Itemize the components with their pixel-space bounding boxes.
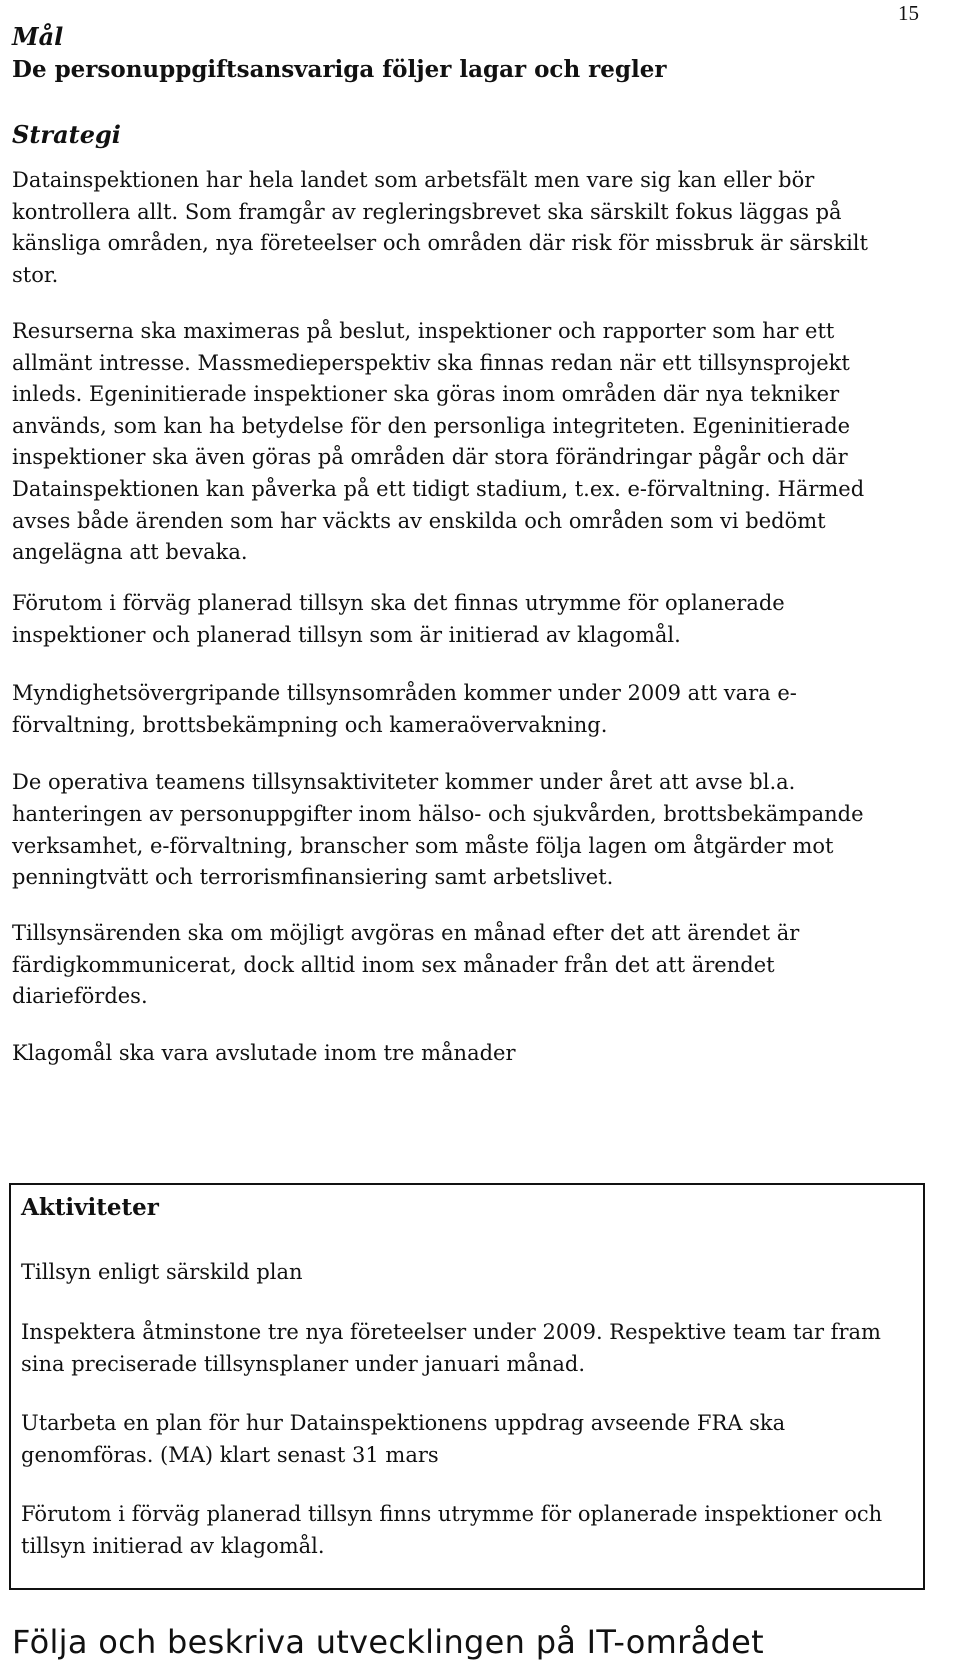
strategy-paragraph-4: Myndighetsövergripande tillsynsområden kommer under 2009 att vara e-förvaltning, brottsbekämpning och kameraövervakning. bbox=[12, 681, 797, 737]
activity-item: Inspektera åtminstone tre nya företeelser under 2009. Respektive team tar fram sina preciserade tillsynsplaner under januari månad. bbox=[21, 1320, 881, 1376]
page-number: 15 bbox=[898, 1, 919, 25]
activities-box bbox=[9, 1183, 925, 1590]
activities-heading: Aktiviteter bbox=[21, 1194, 159, 1221]
activity-item: Förutom i förväg planerad tillsyn finns utrymme för oplanerade inspektioner och tillsyn initierad av klagomål. bbox=[21, 1502, 883, 1558]
strategy-paragraph-6: Tillsynsärenden ska om möjligt avgöras en månad efter det att ärendet är färdigkommunicerat, dock alltid inom sex månader från det att ärendet diariefördes. bbox=[12, 921, 800, 1009]
activity-item: Utarbeta en plan för hur Datainspektionens uppdrag avseende FRA ska genomföras. (MA) klart senast 31 mars bbox=[21, 1411, 786, 1467]
strategy-heading: Strategi bbox=[12, 120, 121, 149]
goal-heading: Mål bbox=[12, 22, 64, 51]
goal-text: De personuppgiftsansvariga följer lagar och regler bbox=[12, 56, 667, 83]
strategy-paragraph-1: Datainspektionen har hela landet som arbetsfält men vare sig kan eller bör kontrollera allt. Som framgår av regleringsbrevet ska särskilt fokus läggas på känsliga områden, nya företeelser och områden där risk för missbruk är särskilt stor. bbox=[12, 168, 868, 287]
strategy-paragraph-3: Förutom i förväg planerad tillsyn ska det finnas utrymme för oplanerade inspektioner och planerad tillsyn som är initierad av klagomål. bbox=[12, 591, 785, 647]
next-section-heading: Följa och beskriva utvecklingen på IT-området bbox=[12, 1623, 764, 1661]
strategy-paragraph-2: Resurserna ska maximeras på beslut, inspektioner och rapporter som har ett allmänt intresse. Massmedieperspektiv ska finnas redan när ett tillsynsprojekt inleds. Egeninitierade inspektioner ska göras inom områden där nya tekniker används, som kan ha betydelse för den personliga integriteten. Egeninitierade inspektioner ska även göras på områden där stora förändringar pågår och där Datainspektionen kan påverka på ett tidigt stadium, t.ex. e-förvaltning. Härmed avses både ärenden som har väckts av enskilda och områden som vi bedömt angelägna att bevaka. bbox=[12, 319, 865, 565]
strategy-paragraph-5: De operativa teamens tillsynsaktiviteter kommer under året att avse bl.a. hanteringen av personuppgifter inom hälso- och sjukvården, brottsbekämpande verksamhet, e-förvaltning, branscher som måste följa lagen om åtgärder mot penningtvätt och terrorismfinansiering samt arbetslivet. bbox=[12, 770, 864, 890]
strategy-paragraph-7: Klagomål ska vara avslutade inom tre månader bbox=[12, 1041, 516, 1065]
activity-item: Tillsyn enligt särskild plan bbox=[21, 1260, 303, 1284]
